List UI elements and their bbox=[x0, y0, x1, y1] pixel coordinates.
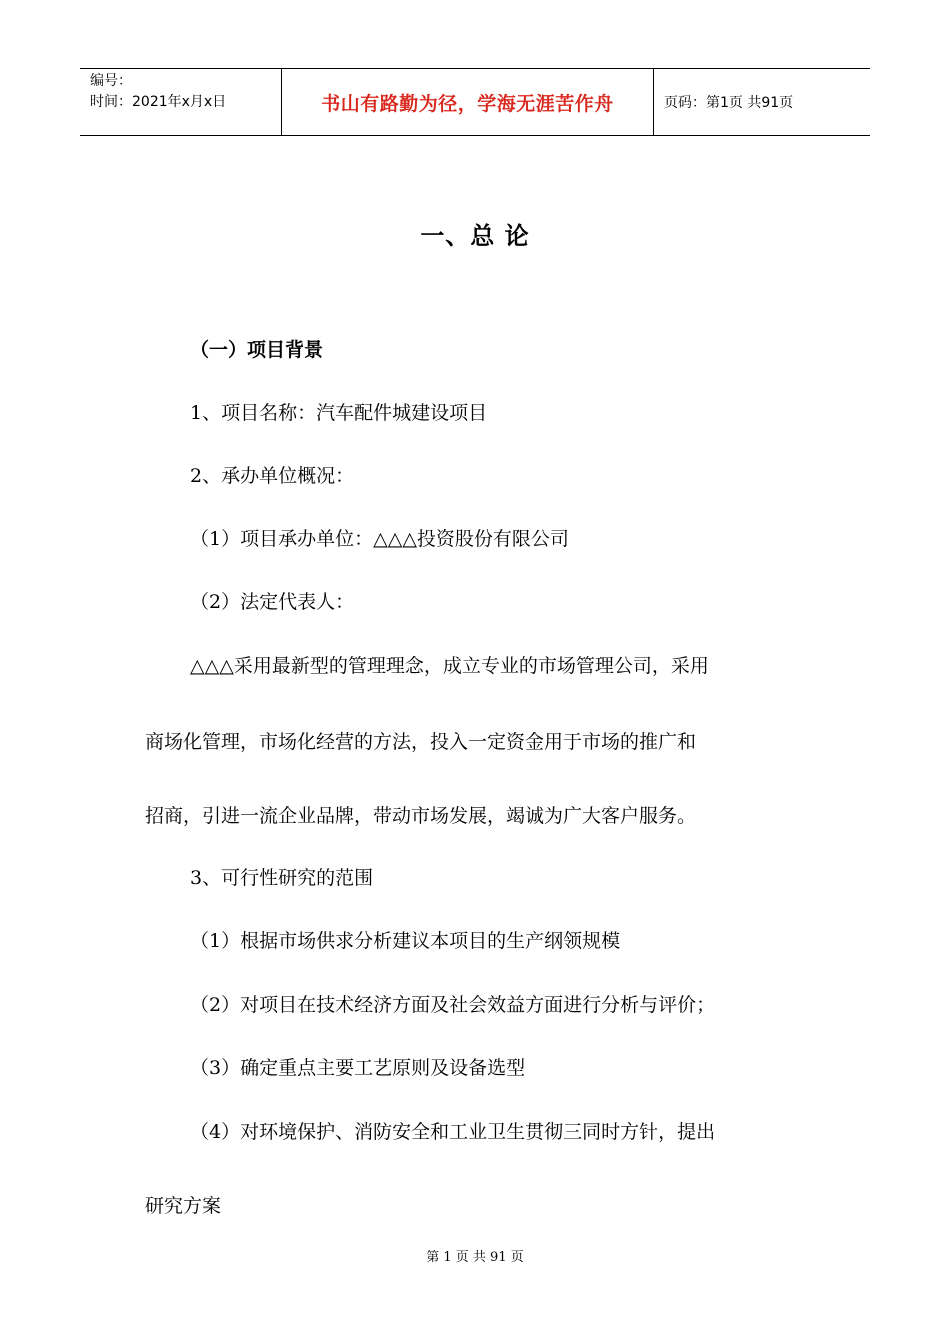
section-heading: （一）项目背景 bbox=[190, 339, 324, 361]
number-label: 编号： bbox=[90, 73, 132, 89]
document-title: 一、总 论 bbox=[420, 222, 530, 250]
page-footer: 第 1 页 共 91 页 bbox=[426, 1250, 524, 1265]
paragraph-scope-item: （4）对环境保护、消防安全和工业卫生贯彻三同时方针，提出 bbox=[190, 1121, 716, 1143]
header-page-cell bbox=[654, 69, 870, 135]
paragraph-scope-heading: 3、可行性研究的范围 bbox=[190, 867, 374, 889]
paragraph-scope-item-continued: 研究方案 bbox=[145, 1195, 222, 1217]
paragraph-organizer: （1）项目承办单位：△△△投资股份有限公司 bbox=[190, 528, 569, 550]
page-info: 页码：第1页 共91页 bbox=[664, 95, 794, 111]
time-label: 时间：2021年x月x日 bbox=[90, 94, 227, 110]
paragraph-scope-item: （1）根据市场供求分析建议本项目的生产纲领规模 bbox=[190, 930, 621, 952]
paragraph-body-line: 商场化管理，市场化经营的方法，投入一定资金用于市场的推广和 bbox=[145, 731, 697, 753]
paragraph-body-line: △△△采用最新型的管理理念，成立专业的市场管理公司，采用 bbox=[190, 655, 709, 677]
paragraph-legal-rep: （2）法定代表人： bbox=[190, 591, 355, 613]
paragraph-body-line: 招商，引进一流企业品牌，带动市场发展，竭诚为广大客户服务。 bbox=[145, 805, 697, 827]
paragraph-organizer-overview: 2、承办单位概况： bbox=[190, 465, 355, 487]
header-motto-cell bbox=[282, 69, 654, 135]
paragraph-project-name: 1、项目名称：汽车配件城建设项目 bbox=[190, 402, 488, 424]
header-meta-cell bbox=[80, 69, 282, 135]
paragraph-scope-item: （3）确定重点主要工艺原则及设备选型 bbox=[190, 1057, 526, 1079]
motto-text: 书山有路勤为径，学海无涯苦作舟 bbox=[321, 92, 614, 115]
document-header bbox=[80, 68, 870, 136]
paragraph-scope-item: （2）对项目在技术经济方面及社会效益方面进行分析与评价； bbox=[190, 994, 716, 1016]
